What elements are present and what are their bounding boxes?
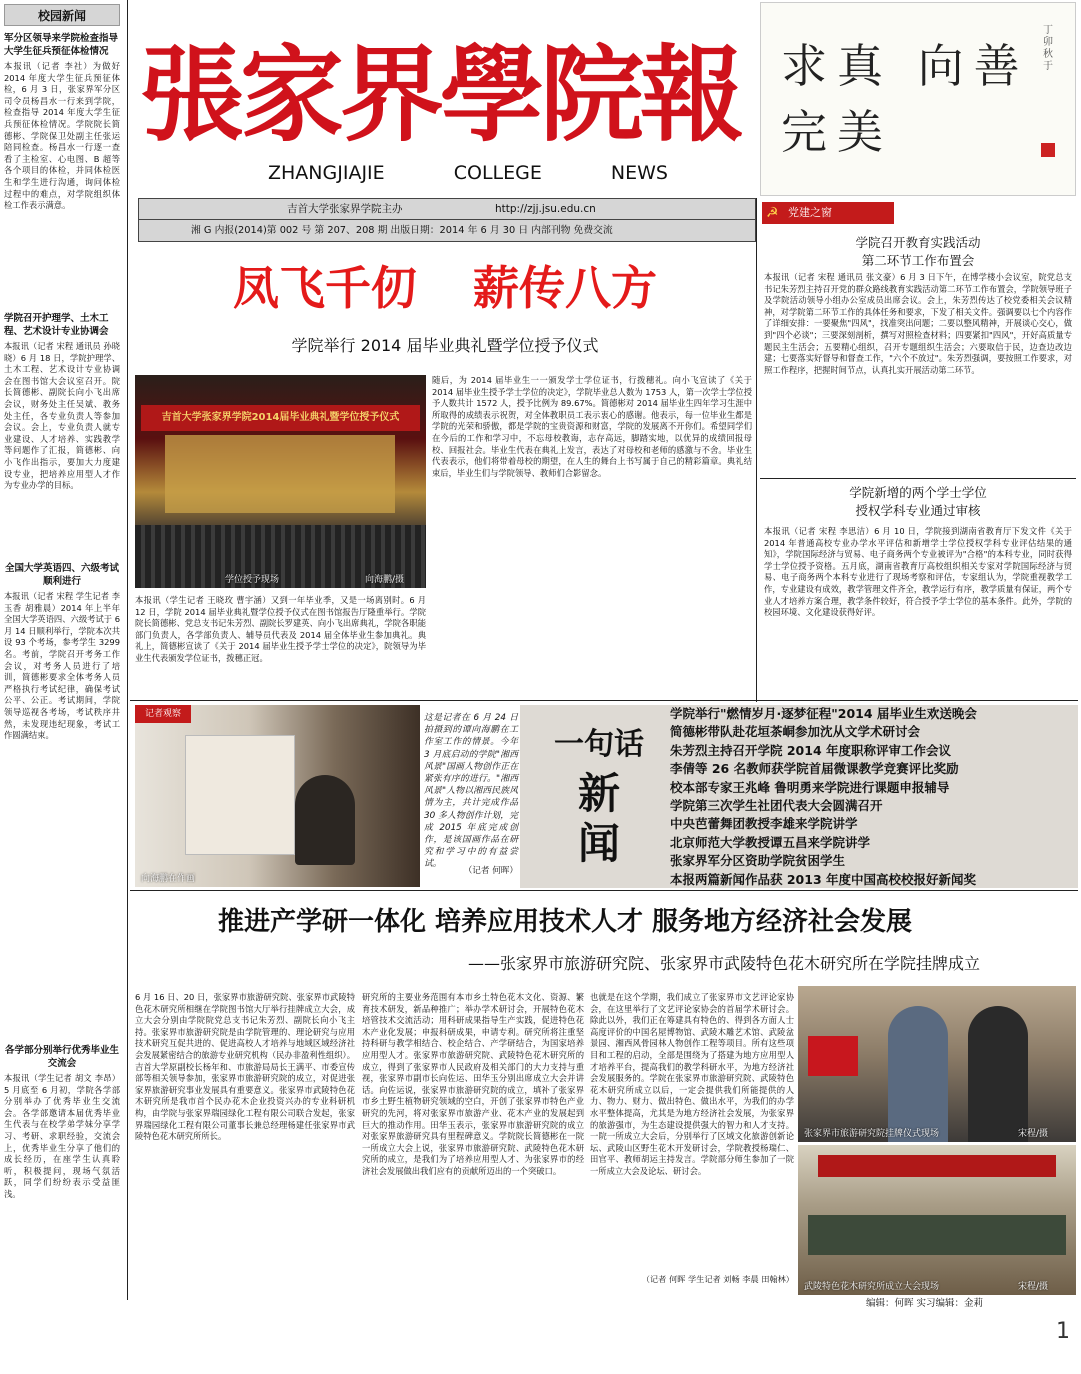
conference-photo-banner (818, 1155, 1056, 1177)
feature-text (424, 712, 518, 884)
left-column-divider (127, 0, 128, 1300)
left-column-header: 校园新闻 (4, 4, 120, 26)
headline-sub: 学院举行 2014 届毕业典礼暨学位授予仪式 (291, 336, 599, 355)
one-line-news-tag-bottom: 新闻 (577, 769, 620, 868)
masthead-subtitle-word-2: COLLEGE (453, 162, 542, 184)
news-item-6[interactable]: 学院第三次学生社团代表大会圆满召开 (670, 798, 883, 814)
bottom-col-3 (590, 992, 794, 1292)
left-article-4 (4, 1044, 120, 1294)
masthead-subtitle-word-3: NEWS (610, 162, 668, 184)
feature-credit: （记者 何晖） (463, 866, 518, 876)
left-article-2 (4, 312, 120, 562)
party-article-2-title (760, 484, 1076, 520)
news-item-9[interactable]: 张家界军分区资助学院贫困学生 (670, 853, 846, 869)
party-tag-label: 党建之窗 (788, 206, 832, 219)
party-article-2-title-line-2: 授权学科专业通过审核 (855, 503, 981, 518)
handshake-photo-flag (808, 1036, 858, 1076)
bottom-col-2: 研究所的主要业务范围有本市乡土特色花木文化、资源、繁育技术研发，新品种推广；举办学术研讨会，开展特色花木培管技术交流活动；用科研成果指导生产实践，促进特色花木产业化发展；申报科研成果，申请专利。研究所将注重坚持科研与教学相结合、校企结合、产学研结合，为国家培养应用型人才。张家界市旅游研究院、武陵特色花木研究所的成立，得到了张家界市人民政府及相关部门的大力支持与重视，张家界市副市长向佐运、田华玉分别出席成立大会并讲话。向佐运说，张家界市旅游研究院的成立，填补了张家界市乡土野生植物研究领域的空白，开创了张家界市特色产业研究的先河，将对张家界市旅游产业、花木产业的发展起到巨大的推动作用。田华玉表示，张家界市旅游研究院的成立对张家界旅游研究具有里程碑意义。学院院长简德彬在一院一所成立大会上说，张家界市旅游研究院、武陵特色花木研究所的成立，是我们为了培养应用型人才、为张家界市的经济社会发展做出我们应有的贡献所迈出的一个突破口。 (362, 992, 584, 1176)
handshake-photo-credit: 宋程/摄 (1018, 1129, 1049, 1139)
website-url[interactable]: http://zjj.jsu.edu.cn (495, 203, 596, 215)
handshake-photo-person-1 (888, 1006, 948, 1142)
bottom-col-1: 6 月 16 日、20 日，张家界市旅游研究院、张家界市武陵特色花木研究所相继在学院图书馆大厅举行挂牌成立大会，成立大会分别由学院院党总支书记朱芳烈、副院长向小飞主持。张家界市旅游研究院是由学院管理的、理论研究与应用技术研究互促共进的、促进高校人才培养与地域区域经济社会发展紧密结合的旅游专业研究机构（民办非盈利性组织）。吉首大学原副校长杨年和、市旅游局局长王满平、市委宣传部等相关领导参加，张家界市旅游研究院的成立，对促进张家界旅游研究事业发展具有重要意义。张家界市武陵特色花木研究所是我市首个民办花木企业投资兴办的专业科研机构，由学院与张家界瑞园绿化工程有限公司联合发起，张家界瑞园绿化工程有限公司董事长兼总经理杨建任张家界市武陵特色花木研究所所长。 (135, 992, 355, 1142)
artist-photo-figure (295, 775, 355, 865)
left-column (0, 0, 124, 1300)
graduation-photo-banner: 吉首大学张家界学院2014届毕业典礼暨学位授予仪式 (141, 405, 420, 431)
handshake-photo (798, 986, 1076, 1142)
mid-rule (130, 700, 1078, 701)
news-item-2[interactable]: 简德彬带队赴花垣茶峒参加沈从文学术研讨会 (670, 724, 921, 740)
one-line-news-tag-top: 一句话 (554, 727, 644, 762)
party-article-2-title-line-1: 学院新增的两个学士学位 (849, 485, 987, 500)
conference-photo (798, 1145, 1076, 1295)
one-line-news-list (670, 705, 1074, 888)
handshake-photo-person-2 (968, 1006, 1028, 1142)
news-item-3[interactable]: 朱芳烈主持召开学院 2014 年度职称评审工作会议 (670, 742, 951, 758)
footer-page-number: 1 (1056, 1319, 1070, 1344)
left-article-3-body: 本报讯（记者 宋程 学生记者 李玉香 胡雅晨）2014 年上半年全国大学英语四、六级考试于 6 月 14 日顺利举行，学院本次共设 93 个考场，参考学生 3299 名。考前，学院召开考务工作会议，对考务人员进行了培训，简德彬要求全体考务人员严格执行考试纪律，确保考试公平、公正。考试期间，学院领导巡视各考场，考试秩序井然，未发现违纪现象，考试工作圆满结束。 (4, 591, 120, 741)
headline-body-right: 随后，为 2014 届毕业生一一颁发学士学位证书，行拨穗礼。向小飞宣读了《关于 2014 届毕业生授予学士学位的决定》，学院毕业总人数为 1753 人，第一次学士学位授予人数共计 1572 人，授予比例为 89.67%。简德彬对 2014 届毕业生四年学习生涯中所取得的成绩表示祝贺，对全体教职员工表示衷心的感谢。他表示，每一位毕业生都是学院的光荣和骄傲，都是学院的宝贵资源和财富，学院的发展离不开你们。希望同学们在今后的工作和学习中，不忘母校教诲，志存高远，脚踏实地，以优异的成绩回报母校、回报社会。毕业生代表在典礼上发言，表达了对母校和老师的感激与不舍。毕业生代表表示，他们将带着母校的期望，在人生的舞台上书写属于自己的精彩篇章。典礼结束后，毕业生们与学院领导、教师们合影留念。 (432, 375, 752, 478)
conference-photo-table (808, 1215, 1066, 1255)
party-emblem-icon: ☭ (766, 205, 779, 221)
party-article-1-title-line-1: 学院召开教育实践活动 (855, 235, 981, 250)
news-item-7[interactable]: 中央芭蕾舞团教授李雄来学院讲学 (670, 816, 858, 832)
footer-editor: 编辑：何晖 实习编辑：金莉 (866, 1298, 984, 1309)
headline-main: 凤飞千仞 薪传八方 (232, 261, 657, 315)
left-article-1 (4, 32, 120, 302)
left-article-4-body: 本报讯（学生记者 胡文 李昂）5 月底至 6 月初，学院各学部分别举办了优秀毕业生交流会。各学部邀请本届优秀毕业生代表与在校学弟学妹分享学习、考研、求职经验，交流会上，优秀毕业生分享了他们的成长经历，在座学生认真聆听，积极提问，现场气氛活跃，同学们纷纷表示受益匪浅。 (4, 1073, 120, 1199)
calligraphy-seal (1041, 143, 1055, 157)
handshake-photo-caption: 张家界市旅游研究院挂牌仪式现场 (804, 1129, 940, 1139)
news-item-5[interactable]: 校本部专家王兆峰 鲁明勇来学院进行课题申报辅导 (670, 779, 950, 795)
masthead-subtitle (268, 162, 668, 188)
party-column (760, 200, 1076, 700)
news-item-1[interactable]: 学院举行"燃情岁月·逐梦征程"2014 届毕业生欢送晚会 (670, 706, 977, 721)
feature-tag: 记者观察 (135, 705, 191, 723)
bottom-headline: 推进产学研一体化 培养应用技术人才 服务地方经济社会发展 (217, 907, 913, 937)
calligraphy-text: 求真 向善 完美 (781, 39, 1030, 159)
party-tag (762, 202, 894, 224)
party-article-1-body: 本报讯（记者 宋程 通讯员 张文豪）6 月 3 日下午，在博学楼小会议室，院党总支书记朱芳烈主持召开党的群众路线教育实践活动第二环节工作布置会，学院领导班子及学院活动领导小组办公室成员出席会议。会上，朱芳烈传达了校党委相关会议精神，对学院第二环节工作的具体任务和要求，下发了相关文件。强调要以七个内容作了详细安排：一要聚焦"四风"，找准突出问题；二要以整风精神，开展谈心交心，做到"四个必谈"；三要深刻剖析，撰写对照检查材料；四要紧扣"四风"，开好高质量专题民主生活会；五要精心组织，召开专题组织生活会；六要取信于民，边查边改边建；七要落实好督导和督查工作，"六个不放过"。朱芳烈强调，要按照工作要求，对照工作程序，把握时间节点，认真扎实开展活动第二环节。 (764, 272, 1072, 375)
calligraphy-signature: 丁卯秋于 (1043, 25, 1053, 72)
news-item-8[interactable]: 北京师范大学教授谭五昌来学院讲学 (670, 834, 871, 850)
conference-photo-caption: 武陵特色花木研究所成立大会现场 (804, 1282, 940, 1292)
graduation-photo-caption: 学位授予现场 (225, 575, 280, 585)
left-article-3-title: 全国大学英语四、六级考试顺利进行 (4, 563, 119, 587)
news-item-4[interactable]: 李倩等 26 名教师获学院首届微课教学竞赛评比奖励 (670, 761, 959, 777)
left-article-1-title: 军分区领导来学院检查指导大学生征兵预征体检情况 (4, 33, 119, 57)
sponsor-text: 吉首大学张家界学院主办 (287, 203, 403, 215)
bottom-rule (130, 890, 1078, 891)
left-article-3 (4, 562, 120, 1030)
party-article-1-title-line-2: 第二环节工作布置会 (861, 253, 975, 268)
bottom-col-3-credit: （记者 何晖 学生记者 刘畅 李晨 田翰林） (641, 1274, 794, 1284)
masthead-title: 張家界學院報 (140, 33, 741, 156)
party-divider (760, 478, 1076, 479)
graduation-photo-stage (165, 435, 395, 513)
calligraphy-box (760, 2, 1076, 196)
one-line-news-box (520, 705, 1078, 888)
sponsor-row (138, 198, 756, 220)
conference-photo-credit: 宋程/摄 (1018, 1282, 1049, 1292)
left-article-1-body: 本报讯（记者 李社）为做好 2014 年度大学生征兵预征体检，6 月 3 日，张家界军分区司令员杨昌水一行来到学院，检查指导 2014 年度大学生征兵预征体检情况。学院院长简德彬、学院保卫处副主任张运陪同检查。杨昌水一行逐一查看了主检室、心电图、B 超等各个项目的体检，并同体检医生和学生进行沟通，询问体检过程中的难点，对学院组织体检工作表示满意。 (4, 61, 120, 211)
masthead-subtitle-word-1: ZHANGJIAJIE (268, 162, 385, 184)
masthead-info-bar (138, 198, 756, 242)
left-article-2-title: 学院召开护理学、土木工程、艺术设计专业协调会 (4, 313, 109, 337)
left-article-2-body: 本报讯（记者 宋程 通讯员 孙晓晓）6 月 18 日，学院护理学、土木工程、艺术设计专业协调会在图书馆大会议室召开。院长简德彬、副院长向小飞出席会议，财务处主任吴斌、教务处主任，各专业负责人等参加会议。会上，专业负责人就专业建设、人才培养、实践教学等问题作了汇报，简德彬、向小飞作出指示，要加大力度建设专业，把培养应用型人才作为专业办学的目标。 (4, 341, 120, 491)
artist-photo (135, 705, 420, 887)
issue-line: 湘 G 内报(2014)第 002 号 第 207、208 期 出版日期：2014 年 6 月 30 日 内部刊物 免费交流 (138, 220, 756, 242)
feature-body: 这是记者在 6 月 24 日拍摄到的谭向海鹏在工作室工作的情景。今年 3 月底启动的学院"湘西风景"国画人物创作正在紧张有序的进行。"湘西风景"人物以湘西民族风情为主，共计完成作品 30 多人物创作计划，完成 2015 年底完成创作，是该国画作品在研究和学习中的有益尝试。 (424, 713, 518, 870)
party-article-1-title (760, 234, 1076, 270)
artist-photo-painting (185, 735, 295, 855)
bottom-col-3-body: 也就是在这个学期，我们成立了张家界市文艺评论家协会，在这里举行了文艺评论家协会的首届学术研讨会。除此以外，我们正在筹建具有特色的、得到各方面人士高度评价的中国名屋博物馆、武陵木雕艺术馆、武陵盆景园、湘西风骨园林人物创作工程等项目。所有这些项目和工程的启动，全部是围绕为了搭建为地方应用型人才培养平台，提高我们的教学科研水平，为地方经济社会发展服务的。学院在张家界市旅游研究院、武陵特色花木研究所成立以后，一定会提供我们所能提供的人力、物力、财力、做出特色、做出水平，为我们的办学水平整体提高，尤其是为地方经济社会发展，为张家界的旅游强市，为生态建设提供强大的智力和人才支持。一院一所成立大会后，分别举行了区域文化旅游创新论坛、武陵山区野生花木开发研讨会，学院教授杨瑞仁、田官平、教师胡运主持发言。学院部分师生参加了一院一所成立大会及论坛、研讨会。 (590, 992, 794, 1176)
left-article-4-title: 各学部分别举行优秀毕业生交流会 (4, 1045, 119, 1069)
news-item-10[interactable]: 本报两篇新闻作品获 2013 年度中国高校校报好新闻奖 (670, 871, 976, 887)
graduation-photo-credit: 向海鹏/摄 (365, 575, 405, 585)
artist-photo-caption: 向海鹏在作画 (141, 874, 196, 884)
headline-body-left: 本报讯（学生记者 王晓玫 曹宇涵）又到一年毕业季，又是一场离别时。6 月 12 日，学院 2014 届毕业典礼暨学位授予仪式在图书馆报告厅隆重举行。学院院长简德彬、党总支书记朱芳烈、副院长罗建英、向小飞出席典礼，学院各职能部门负责人，各学部负责人、辅导员代表及 2014 届全体毕业生参加典礼。典礼上，简德彬宣读了《关于 2014 届毕业生授予学士学位的决定》，院领导为毕业生代表颁发学位证书，拨穗正冠。 (135, 595, 426, 663)
graduation-photo (135, 375, 426, 588)
main-divider (756, 198, 757, 702)
party-article-2-body: 本报讯（记者 宋程 李思洁）6 月 10 日，学院接到湖南省教育厅下发文件《关于 2014 年普通高校专业办学水平评估和新增学士学位授权学科专业评估结果的通知》，学院国际经济与贸易、电子商务两个专业被评为"合格"的本科专业，同时获得学士学位授予资格。五月底，湖南省教育厅高校组织相关专家对学院国际经济与贸易、电子商务两个本科专业进行了现场考察和评估，专家组认为，学院重视教学工作，专业建设有成效，教学管理文件齐全，教学运行有序，教学质量有保证，两个专业人才培养方案合理，教学条件较好，符合授予学士学位的基本条件。此外，学院的校园环境、文化建设获得好评。 (764, 526, 1072, 618)
bottom-subhead: ——张家界市旅游研究院、张家界市武陵特色花木研究所在学院挂牌成立 (467, 954, 980, 973)
